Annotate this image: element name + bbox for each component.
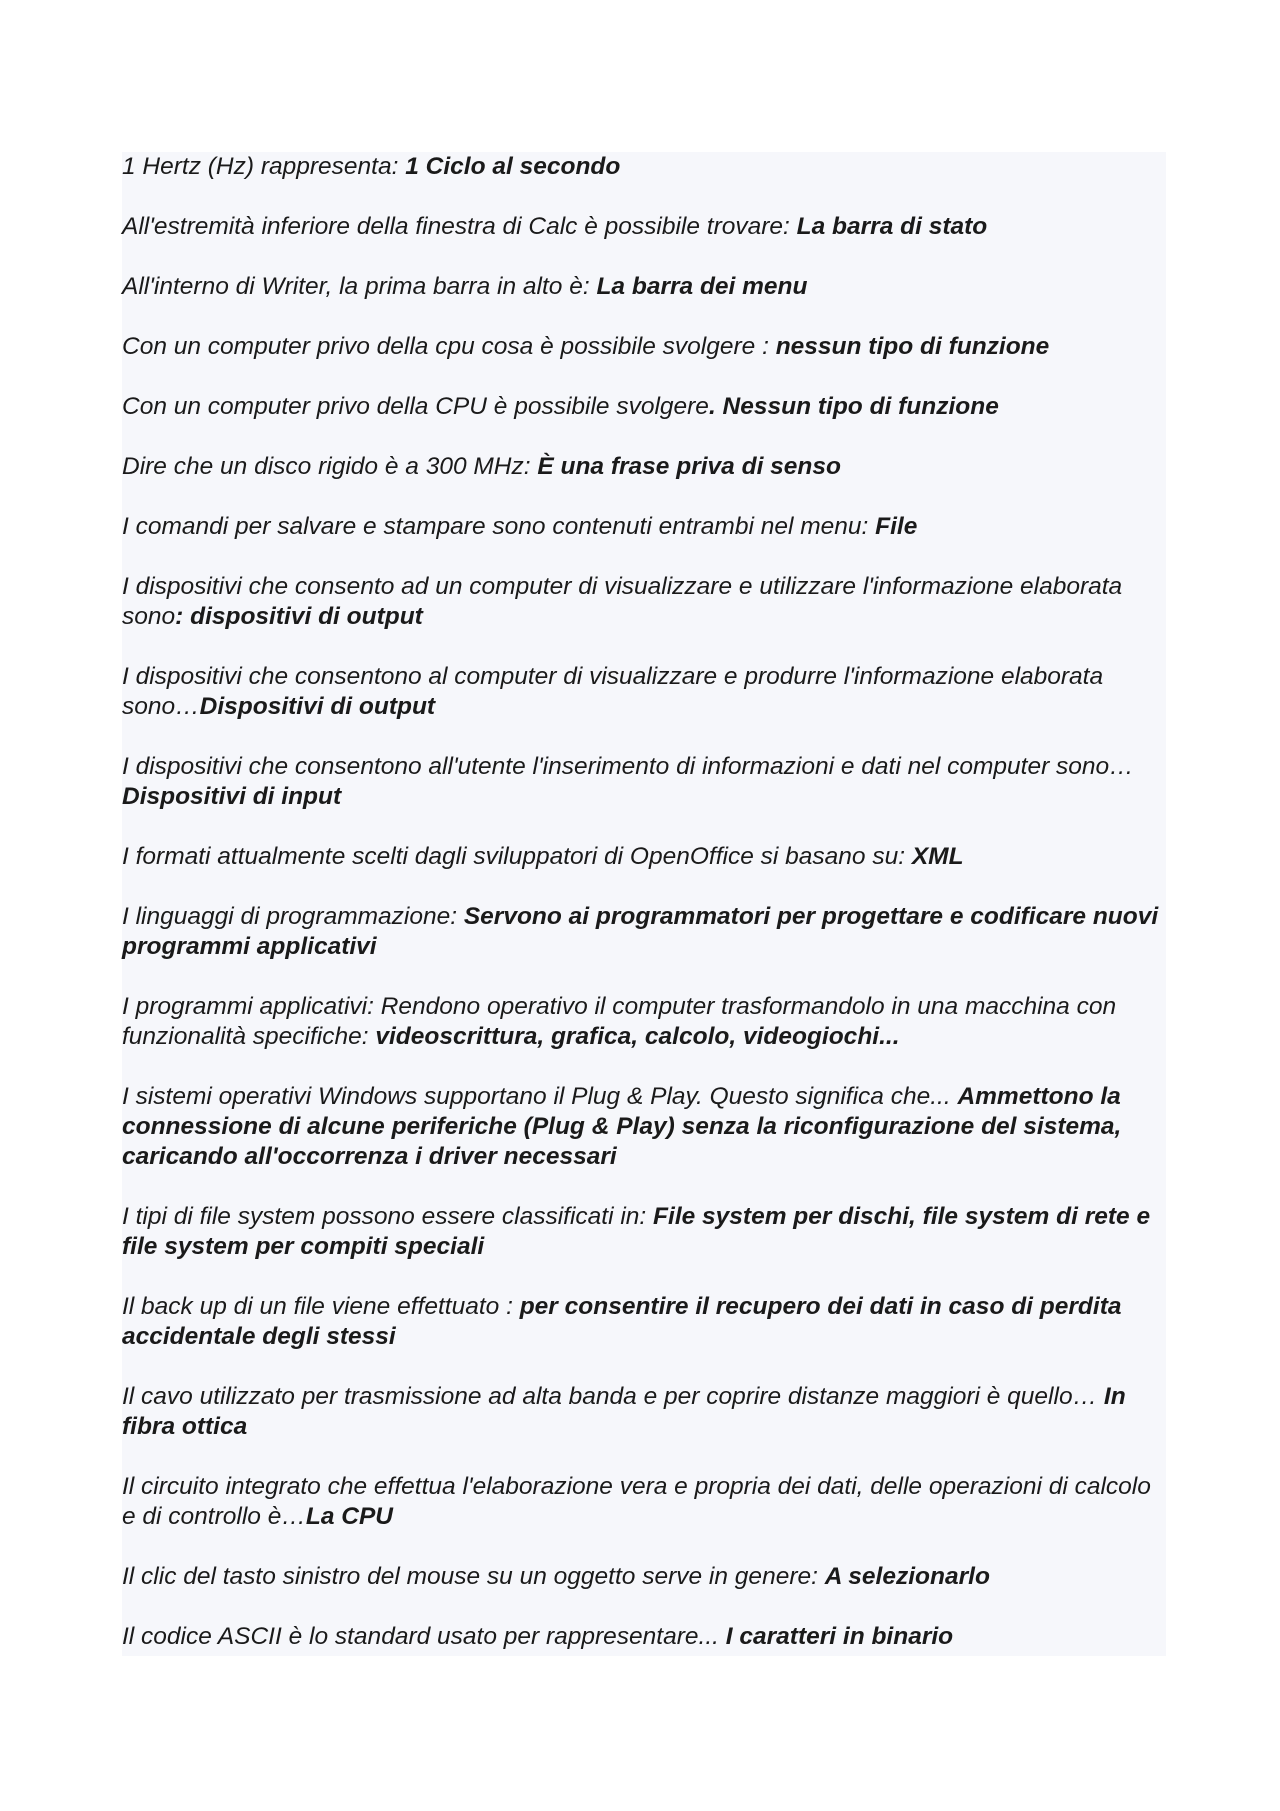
qa-item-4 (122, 332, 1166, 362)
question-text: Il codice ASCII è lo standard usato per rappresentare... (122, 1623, 726, 1650)
question-text: I formati attualmente scelti dagli sviluppatori di OpenOffice si basano su: (122, 843, 912, 870)
qa-item-19 (122, 1562, 1166, 1592)
qa-item-18 (122, 1472, 1166, 1532)
qa-item-1 (122, 152, 1166, 182)
answer-text: I caratteri in binario (725, 1623, 954, 1650)
answer-text: . Nessun tipo di funzione (708, 393, 999, 420)
question-text: Con un computer privo della cpu cosa è possibile svolgere : (122, 333, 776, 360)
answer-text: 1 Ciclo al secondo (405, 153, 621, 180)
question-text: I sistemi operativi Windows supportano il Plug & Play. Questo significa che... (122, 1083, 958, 1110)
qa-item-3 (122, 272, 1166, 302)
answer-text: File (875, 513, 918, 540)
qa-item-8 (122, 572, 1166, 632)
qa-item-20 (122, 1622, 1166, 1652)
qa-item-13 (122, 992, 1166, 1052)
answer-text: : dispositivi di output (175, 603, 423, 630)
question-text: Con un computer privo della CPU è possibile svolgere (122, 393, 709, 420)
qa-item-11 (122, 842, 1166, 872)
answer-text: Dispositivi di input (122, 783, 342, 810)
answer-text: A selezionarlo (824, 1563, 990, 1590)
answer-text: Dispositivi di output (199, 693, 436, 720)
question-text: I programmi applicativi: Rendono operativo il computer trasformandolo in una macchina con funzionalità specifiche: (122, 993, 1117, 1050)
answer-text: File system per dischi, file system di rete e file system per compiti speciali (122, 1203, 1151, 1260)
qa-item-14 (122, 1082, 1166, 1172)
answer-text: È una frase priva di senso (537, 453, 841, 480)
question-text: Il back up di un file viene effettuato : (122, 1293, 520, 1320)
question-text: Il clic del tasto sinistro del mouse su un oggetto serve in genere: (122, 1563, 825, 1590)
answer-text: La barra di stato (796, 213, 988, 240)
qa-item-10 (122, 752, 1166, 812)
question-text: I dispositivi che consentono all'utente l'inserimento di informazioni e dati nel computer sono… (122, 753, 1134, 780)
question-text: I linguaggi di programmazione: (122, 903, 464, 930)
question-text: I tipi di file system possono essere classificati in: (122, 1203, 654, 1230)
answer-text: Servono ai programmatori per progettare e codificare nuovi programmi applicativi (122, 903, 1159, 960)
question-text: I dispositivi che consento ad un computer di visualizzare e utilizzare l'informazione elaborata sono (122, 573, 1123, 630)
question-text: Il circuito integrato che effettua l'elaborazione vera e propria dei dati, delle operazioni di calcolo e di controllo è… (122, 1473, 1151, 1530)
qa-item-16 (122, 1292, 1166, 1352)
document-content (122, 152, 1166, 1656)
qa-item-12 (122, 902, 1166, 962)
answer-text: In fibra ottica (122, 1383, 1126, 1440)
question-text: All'estremità inferiore della finestra di Calc è possibile trovare: (122, 213, 797, 240)
qa-item-2 (122, 212, 1166, 242)
qa-item-6 (122, 452, 1166, 482)
question-text: Dire che un disco rigido è a 300 MHz: (122, 453, 538, 480)
answer-text: La CPU (305, 1503, 393, 1530)
answer-text: XML (911, 843, 964, 870)
answer-text: per consentire il recupero dei dati in caso di perdita accidentale degli stessi (122, 1293, 1122, 1350)
question-text: 1 Hertz (Hz) rappresenta: (122, 153, 406, 180)
answer-text: videoscrittura, grafica, calcolo, videogiochi... (375, 1023, 900, 1050)
qa-item-15 (122, 1202, 1166, 1262)
qa-item-5 (122, 392, 1166, 422)
qa-item-9 (122, 662, 1166, 722)
qa-item-7 (122, 512, 1166, 542)
question-text: I comandi per salvare e stampare sono contenuti entrambi nel menu: (122, 513, 876, 540)
answer-text: Ammettono la connessione di alcune periferiche (Plug & Play) senza la riconfigurazione del sistema, caricando all'occorrenza i driver necessari (122, 1083, 1122, 1170)
question-text: Il cavo utilizzato per trasmissione ad alta banda e per coprire distanze maggiori è quello… (122, 1383, 1104, 1410)
question-text: I dispositivi che consentono al computer di visualizzare e produrre l'informazione elaborata sono… (122, 663, 1104, 720)
answer-text: nessun tipo di funzione (775, 333, 1050, 360)
question-text: All'interno di Writer, la prima barra in alto è: (122, 273, 597, 300)
answer-text: La barra dei menu (596, 273, 808, 300)
qa-item-17 (122, 1382, 1166, 1442)
